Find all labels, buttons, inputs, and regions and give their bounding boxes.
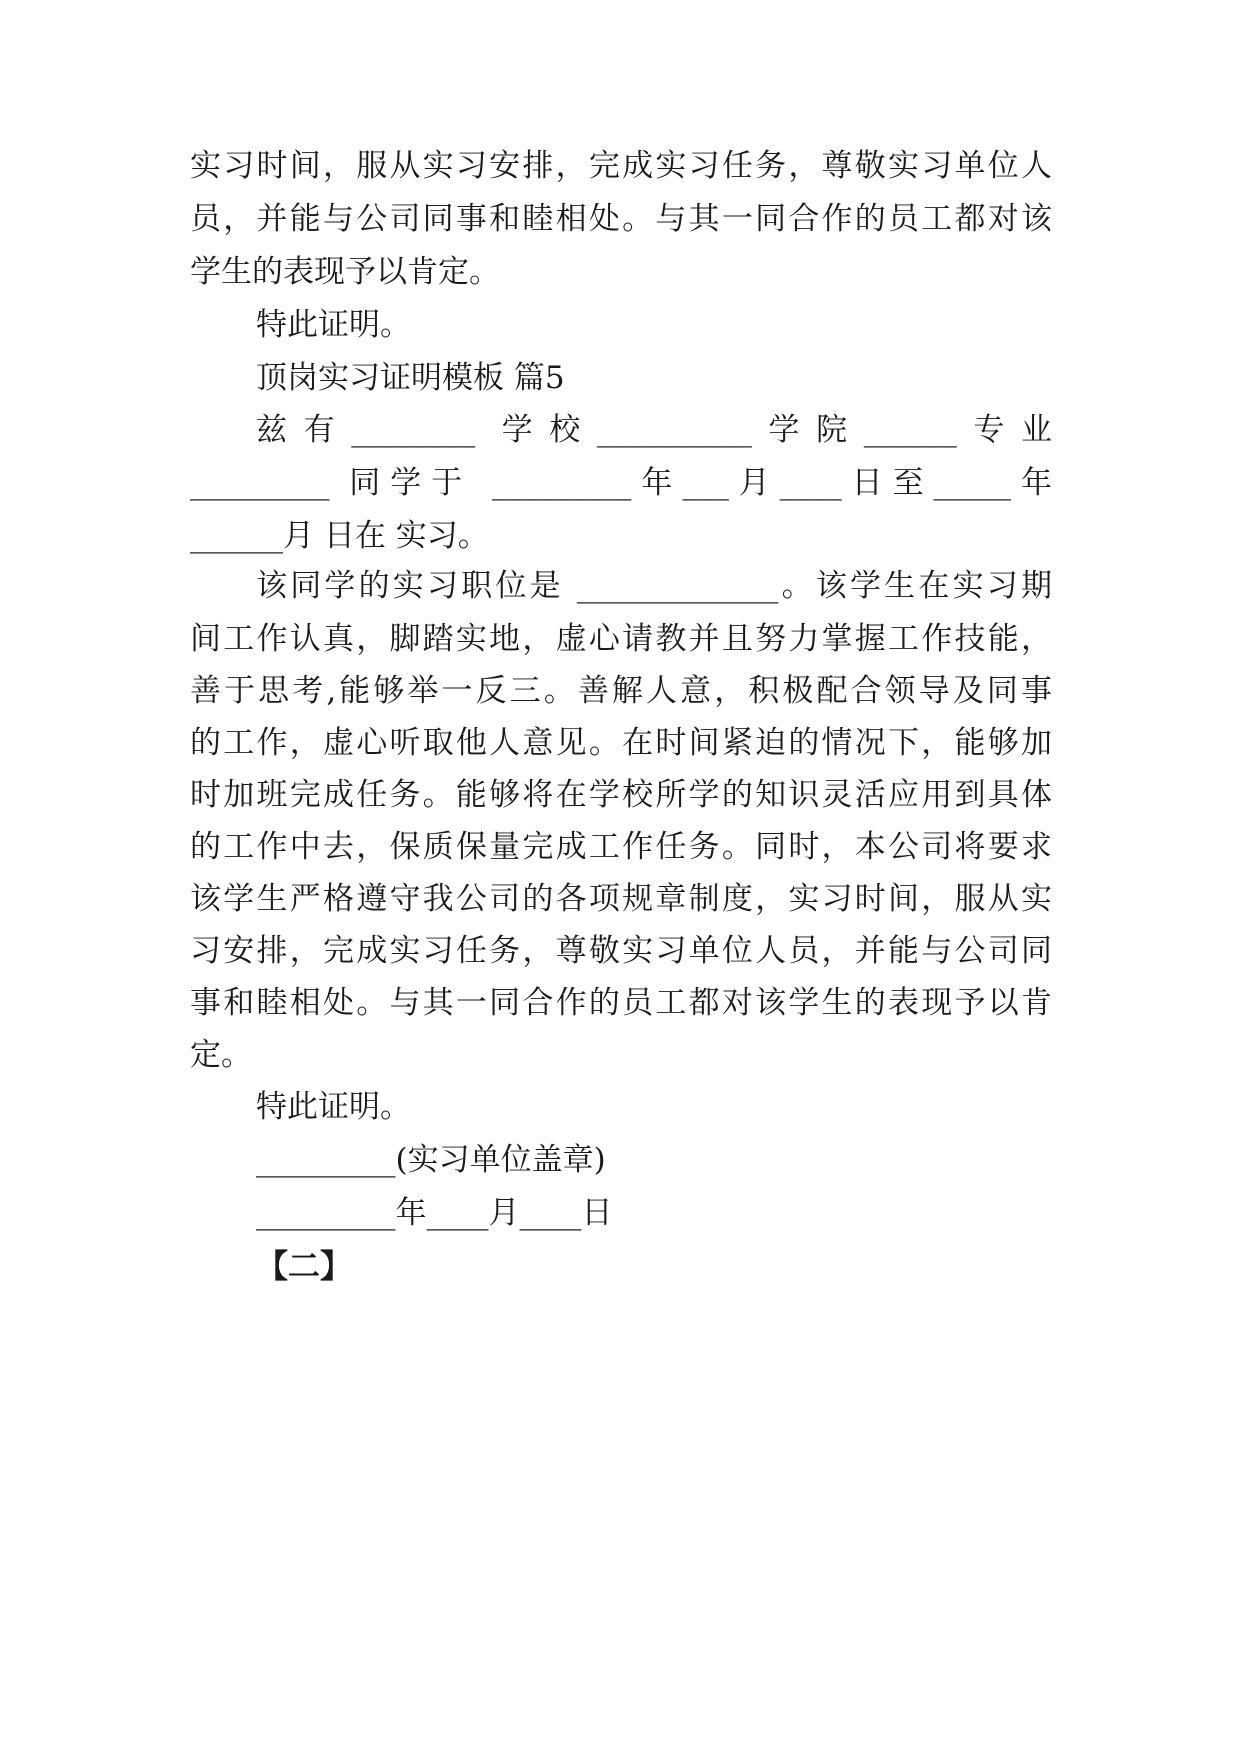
body-line: 习安排，完成实习任务，尊敬实习单位人员，并能与公司同 bbox=[190, 933, 1052, 969]
body-line: 定。 bbox=[190, 1037, 252, 1073]
body-line: 的工作，虚心听取他人意见。在时间紧迫的情况下，能够加 bbox=[190, 725, 1052, 761]
body-line: 时加班完成任务。能够将在学校所学的知识灵活应用到具体 bbox=[190, 777, 1052, 813]
body-line: 实习时间，服从实习安排，完成实习任务，尊敬实习单位人 bbox=[190, 148, 1052, 184]
form-line: _________ 同学于 _________年___月____日至_____年 bbox=[190, 465, 1052, 501]
date-line: _________年____月____日 bbox=[256, 1195, 613, 1231]
form-line: 兹有________ 学校__________学院______专业 bbox=[256, 412, 1052, 448]
section-heading: 【二】 bbox=[256, 1247, 353, 1285]
body-line: 的工作中去，保质保量完成工作任务。同时，本公司将要求 bbox=[190, 829, 1052, 865]
body-line: 间工作认真，脚踏实地，虚心请教并且努力掌握工作技能， bbox=[190, 621, 1052, 657]
body-line: 该学生严格遵守我公司的各项规章制度，实习时间，服从实 bbox=[190, 881, 1052, 917]
seal-line: _________(实习单位盖章) bbox=[256, 1142, 606, 1178]
closing-statement: 特此证明。 bbox=[256, 307, 411, 343]
body-line: 该同学的实习职位是 _____________。该学生在实习期 bbox=[256, 568, 1052, 604]
template-title: 顶岗实习证明模板 篇5 bbox=[256, 360, 565, 396]
body-line: 事和睦相处。与其一同合作的员工都对该学生的表现予以肯 bbox=[190, 985, 1052, 1021]
form-line: ______月 日在 实习。 bbox=[190, 518, 489, 554]
body-line: 学生的表现予以肯定。 bbox=[190, 254, 500, 290]
body-line: 员，并能与公司同事和睦相处。与其一同合作的员工都对该 bbox=[190, 201, 1052, 237]
body-line: 善于思考,能够举一反三。善解人意，积极配合领导及同事 bbox=[190, 673, 1052, 709]
closing-statement: 特此证明。 bbox=[256, 1089, 411, 1125]
